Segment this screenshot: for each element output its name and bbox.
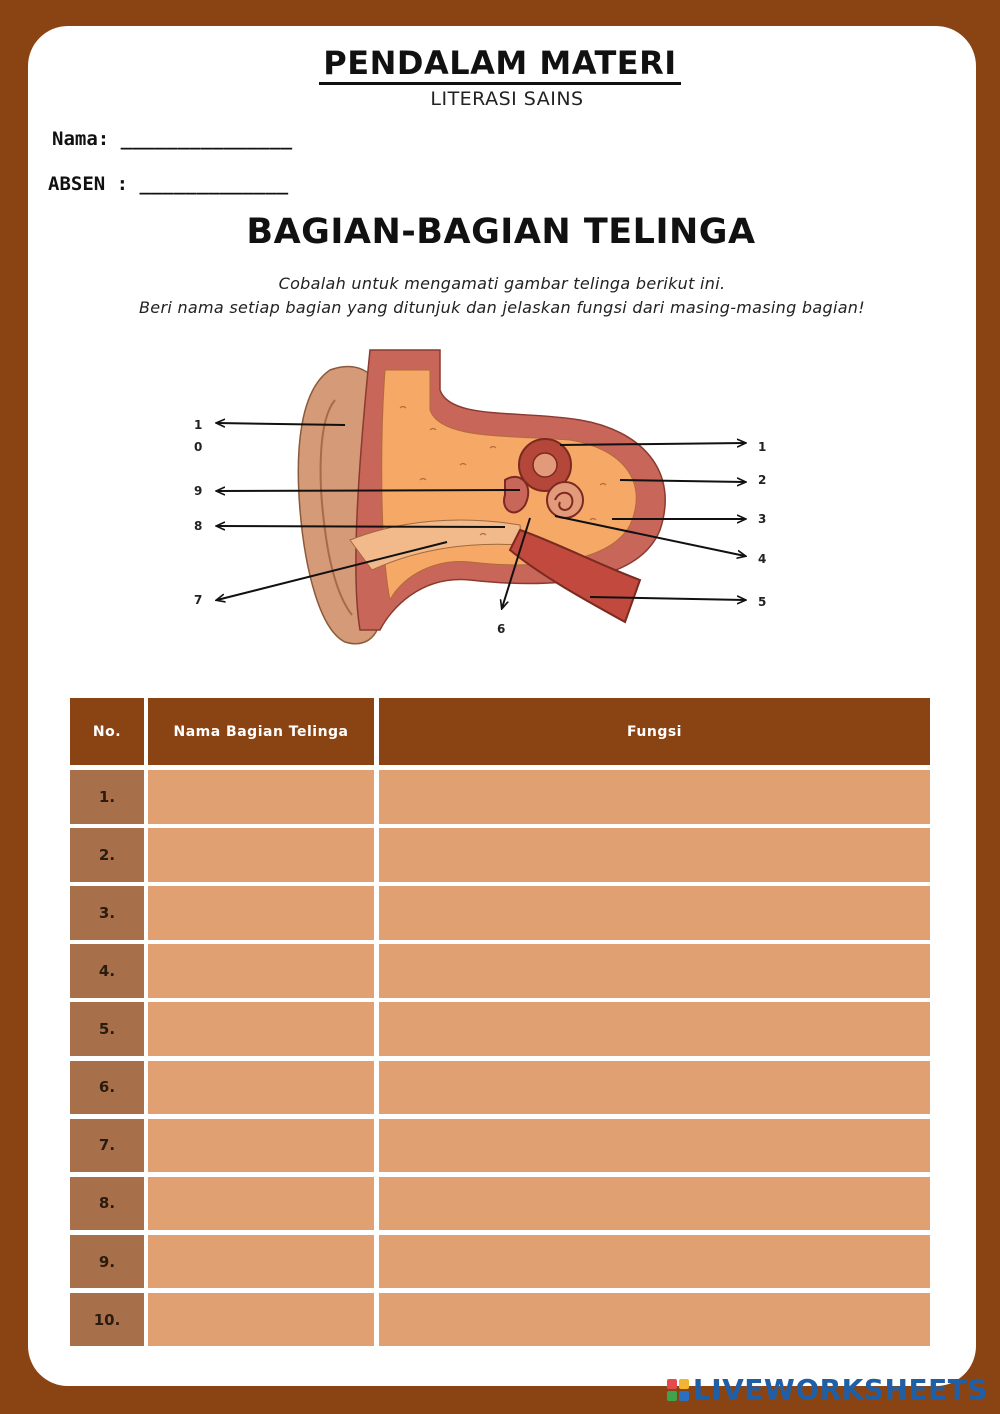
fungsi-cell[interactable] (379, 1061, 930, 1115)
label-6: 6 (497, 622, 506, 636)
label-7: 7 (194, 593, 203, 607)
label-10-a: 1 (194, 418, 203, 432)
fungsi-cell[interactable] (379, 944, 930, 998)
fungsi-cell[interactable] (379, 1002, 930, 1056)
row-number: 7. (70, 1119, 144, 1173)
nama-bagian-cell[interactable] (148, 944, 374, 998)
label-3: 3 (758, 512, 767, 526)
fungsi-cell[interactable] (379, 828, 930, 882)
header-nama-bagian: Nama Bagian Telinga (148, 698, 374, 765)
nama-bagian-cell[interactable] (148, 1235, 374, 1289)
instruction-line-2: Beri nama setiap bagian yang ditunjuk dan jelaskan fungsi dari masing-masing bagian! (139, 298, 865, 317)
watermark-text: LIVEWORKSHEETS (692, 1373, 988, 1406)
row-number: 5. (70, 1002, 144, 1056)
worksheet-subtitle: LITERASI SAINS (430, 88, 584, 110)
row-number: 9. (70, 1235, 144, 1289)
fungsi-cell[interactable] (379, 1119, 930, 1173)
label-1: 1 (758, 440, 767, 454)
absen-field[interactable]: ABSEN : _____________ (48, 173, 289, 195)
label-9: 9 (194, 484, 203, 498)
nama-bagian-cell[interactable] (148, 1002, 374, 1056)
header-no: No. (70, 698, 144, 765)
worksheet-title: PENDALAM MATERI (0, 44, 1000, 82)
liveworksheets-watermark (667, 1373, 988, 1406)
fungsi-cell[interactable] (379, 886, 930, 940)
fungsi-cell[interactable] (379, 1293, 930, 1347)
label-4: 4 (758, 552, 767, 566)
row-number: 10. (70, 1293, 144, 1347)
row-number: 4. (70, 944, 144, 998)
nama-bagian-cell[interactable] (148, 828, 374, 882)
nama-bagian-cell[interactable] (148, 1119, 374, 1173)
row-number: 1. (70, 770, 144, 824)
ear-illustration (298, 350, 665, 644)
label-8: 8 (194, 519, 203, 533)
label-5: 5 (758, 595, 767, 609)
nama-bagian-cell[interactable] (148, 1177, 374, 1231)
row-number: 6. (70, 1061, 144, 1115)
fungsi-cell[interactable] (379, 1235, 930, 1289)
nama-bagian-cell[interactable] (148, 1293, 374, 1347)
nama-bagian-cell[interactable] (148, 1061, 374, 1115)
fungsi-cell[interactable] (379, 770, 930, 824)
label-2: 2 (758, 473, 767, 487)
label-10-b: 0 (194, 440, 203, 454)
fungsi-cell[interactable] (379, 1177, 930, 1231)
name-field[interactable]: Nama: _______________ (52, 128, 293, 150)
instruction-line-1: Cobalah untuk mengamati gambar telinga berikut ini. (278, 274, 726, 293)
row-number: 3. (70, 886, 144, 940)
header-fungsi: Fungsi (379, 698, 930, 765)
row-number: 2. (70, 828, 144, 882)
section-heading: BAGIAN-BAGIAN TELINGA (246, 212, 756, 252)
nama-bagian-cell[interactable] (148, 770, 374, 824)
ear-diagram (0, 330, 1000, 650)
row-number: 8. (70, 1177, 144, 1231)
liveworksheets-logo-icon (667, 1379, 689, 1401)
nama-bagian-cell[interactable] (148, 886, 374, 940)
